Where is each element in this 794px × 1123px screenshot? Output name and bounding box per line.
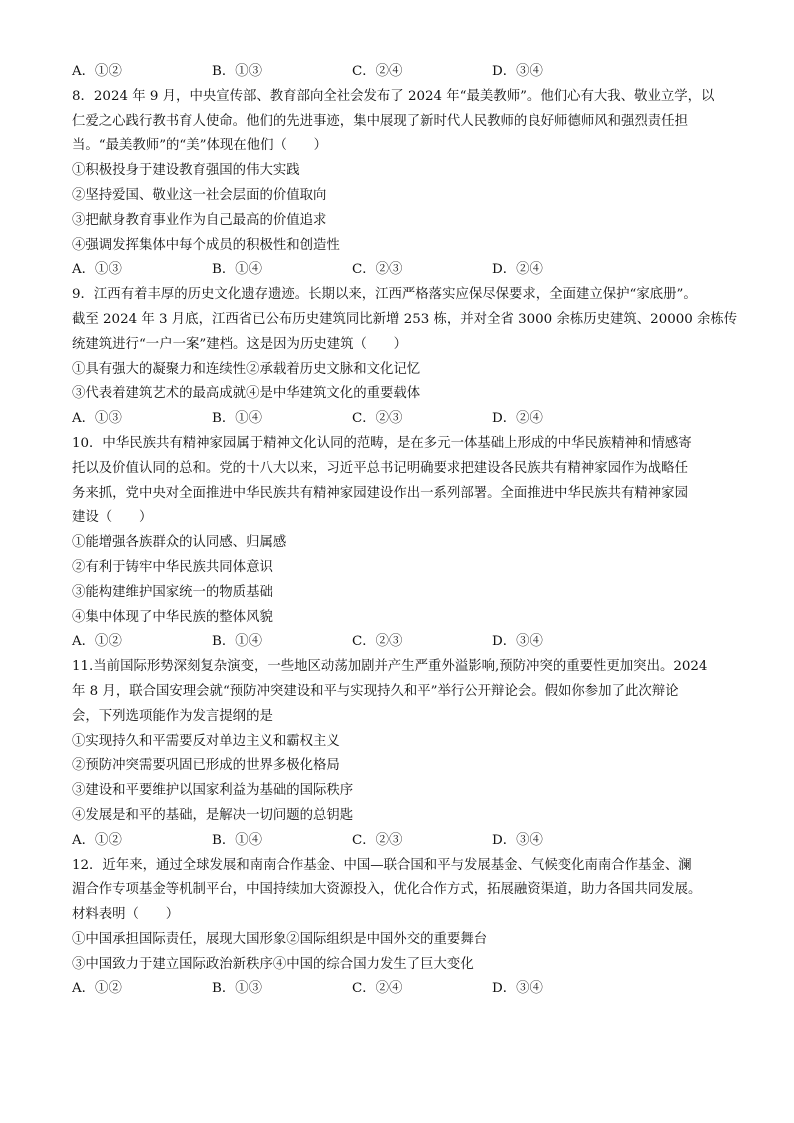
q11-option-c: C．②③	[352, 832, 403, 848]
q10-item: ④集中体现了中华民族的整体风貌	[72, 609, 273, 625]
q12-item: ③中国致力于建立国际政治新秩序④中国的综合国力发生了巨大变化	[72, 956, 474, 972]
q11-item: ②预防冲突需要巩固已形成的世界多极化格局	[72, 758, 340, 774]
q7-option-a: A．①②	[72, 64, 122, 79]
q8-option-c: C．②③	[352, 262, 403, 278]
q8-item: ②坚持爱国、敬业这一社会层面的价值取向	[72, 187, 327, 203]
q9-option-d: D．②④	[492, 411, 543, 427]
q8-item: ③把献身教育事业作为自己最高的价值追求	[72, 212, 327, 228]
q9-item: ③代表着建筑艺术的最高成就④是中华建筑文化的重要载体	[72, 386, 421, 402]
q10-options	[72, 630, 742, 655]
question-11	[72, 655, 742, 853]
q8-option-b: B．①④	[212, 262, 263, 278]
q11-options	[72, 829, 742, 854]
q11-option-d: D．③④	[492, 832, 543, 848]
q10-stem-line: 10．中华民族共有精神家园属于精神文化认同的范畴，是在多元一体基础上形成的中华民族精神和情感寄	[72, 435, 692, 451]
q7-option-c: C．②④	[352, 64, 403, 79]
q8-option-d: D．②④	[492, 262, 543, 278]
q12-stem-line: 湄合作专项基金等机制平台，中国持续加大资源投入，优化合作方式，拓展融资渠道，助力各国共同发展。	[72, 882, 702, 898]
q12-option-b: B．①③	[212, 981, 263, 997]
q11-option-b: B．①④	[212, 832, 263, 848]
q7-option-b: B．①③	[212, 64, 263, 79]
q9-option-a: A．①③	[72, 411, 122, 427]
q8-item: ④强调发挥集体中每个成员的积极性和创造性	[72, 237, 340, 253]
q8-stem-line: 当。“最美教师”的“美”体现在他们（ ）	[72, 138, 328, 154]
q10-stem-line: 建设（ ）	[72, 510, 153, 526]
q10-item: ②有利于铸牢中华民族共同体意识	[72, 559, 273, 575]
q9-stem-line: 截至 2024 年 3 月底，江西省已公布历史建筑同比新增 253 栋，并对全省 3000 余栋历史建筑、20000 余栋传	[72, 311, 738, 327]
q7-option-d: D．③④	[492, 64, 543, 79]
q7-options	[72, 60, 742, 85]
q10-stem-line: 托以及价值认同的总和。党的十八大以来，习近平总书记明确要求把建设各民族共有精神家园作为战略任	[72, 460, 688, 476]
exam-page	[72, 60, 742, 1002]
q9-stem-line: 9．江西有着丰厚的历史文化遗存遗迹。长期以来，江西严格落实应保尽保要求，全面建立保护“家底册”。	[72, 287, 697, 303]
q9-option-c: C．②③	[352, 411, 403, 427]
q10-option-b: B．①④	[212, 634, 263, 650]
q12-options	[72, 977, 742, 1002]
question-9	[72, 283, 742, 432]
q10-option-a: A．①②	[72, 634, 122, 650]
q11-option-a: A．①②	[72, 832, 122, 848]
q10-item: ③能构建维护国家统一的物质基础	[72, 584, 273, 600]
q12-option-d: D．③④	[492, 981, 543, 997]
q11-item: ④发展是和平的基础，是解决一切问题的总钥匙	[72, 807, 354, 823]
q12-stem-line: 材料表明（ ）	[72, 907, 180, 923]
question-8	[72, 85, 742, 283]
q11-stem-line: 年 8 月，联合国安理会就“预防冲突建设和平与实现持久和平”举行公开辩论会。假如你参加了此次辩论	[72, 683, 679, 699]
q11-stem-line: 会，下列选项能作为发言提纲的是	[72, 708, 273, 724]
q11-item: ①实现持久和平需要反对单边主义和霸权主义	[72, 733, 340, 749]
q8-option-a: A．①③	[72, 262, 122, 278]
question-10	[72, 432, 742, 655]
q9-item: ①具有强大的凝聚力和连续性②承载着历史文脉和文化记忆	[72, 361, 421, 377]
q9-options	[72, 407, 742, 432]
q10-option-c: C．②③	[352, 634, 403, 650]
q9-stem-line: 统建筑进行“一户一案”建档。这是因为历史建筑（ ）	[72, 336, 408, 352]
q8-options	[72, 258, 742, 283]
q8-stem-line: 仁爱之心践行教书育人使命。他们的先进事迹，集中展现了新时代人民教师的良好师德师风和强烈责任担	[72, 113, 688, 129]
q10-item: ①能增强各族群众的认同感、归属感	[72, 535, 287, 551]
q10-option-d: D．③④	[492, 634, 543, 650]
q11-stem-line: 11.当前国际形势深刻复杂演变，一些地区动荡加剧并产生严重外溢影响,预防冲突的重要性更加突出。2024	[72, 659, 708, 675]
q8-item: ①积极投身于建设教育强国的伟大实践	[72, 163, 300, 179]
question-12	[72, 854, 742, 1003]
q12-option-c: C．②④	[352, 981, 403, 997]
q8-stem-line: 8．2024 年 9 月，中央宣传部、教育部向全社会发布了 2024 年“最美教师”。他们心有大我、敬业立学，以	[72, 88, 715, 104]
q12-stem-line: 12．近年来，通过全球发展和南南合作基金、中国—联合国和平与发展基金、气候变化南南合作基金、澜	[72, 857, 692, 873]
q11-item: ③建设和平要维护以国家利益为基础的国际秩序	[72, 783, 354, 799]
q10-stem-line: 务来抓，党中央对全面推进中华民族共有精神家园建设作出一系列部署。全面推进中华民族共有精神家园	[72, 485, 688, 501]
q12-option-a: A．①②	[72, 981, 122, 997]
q9-option-b: B．①④	[212, 411, 263, 427]
q12-item: ①中国承担国际责任，展现大国形象②国际组织是中国外交的重要舞台	[72, 931, 488, 947]
